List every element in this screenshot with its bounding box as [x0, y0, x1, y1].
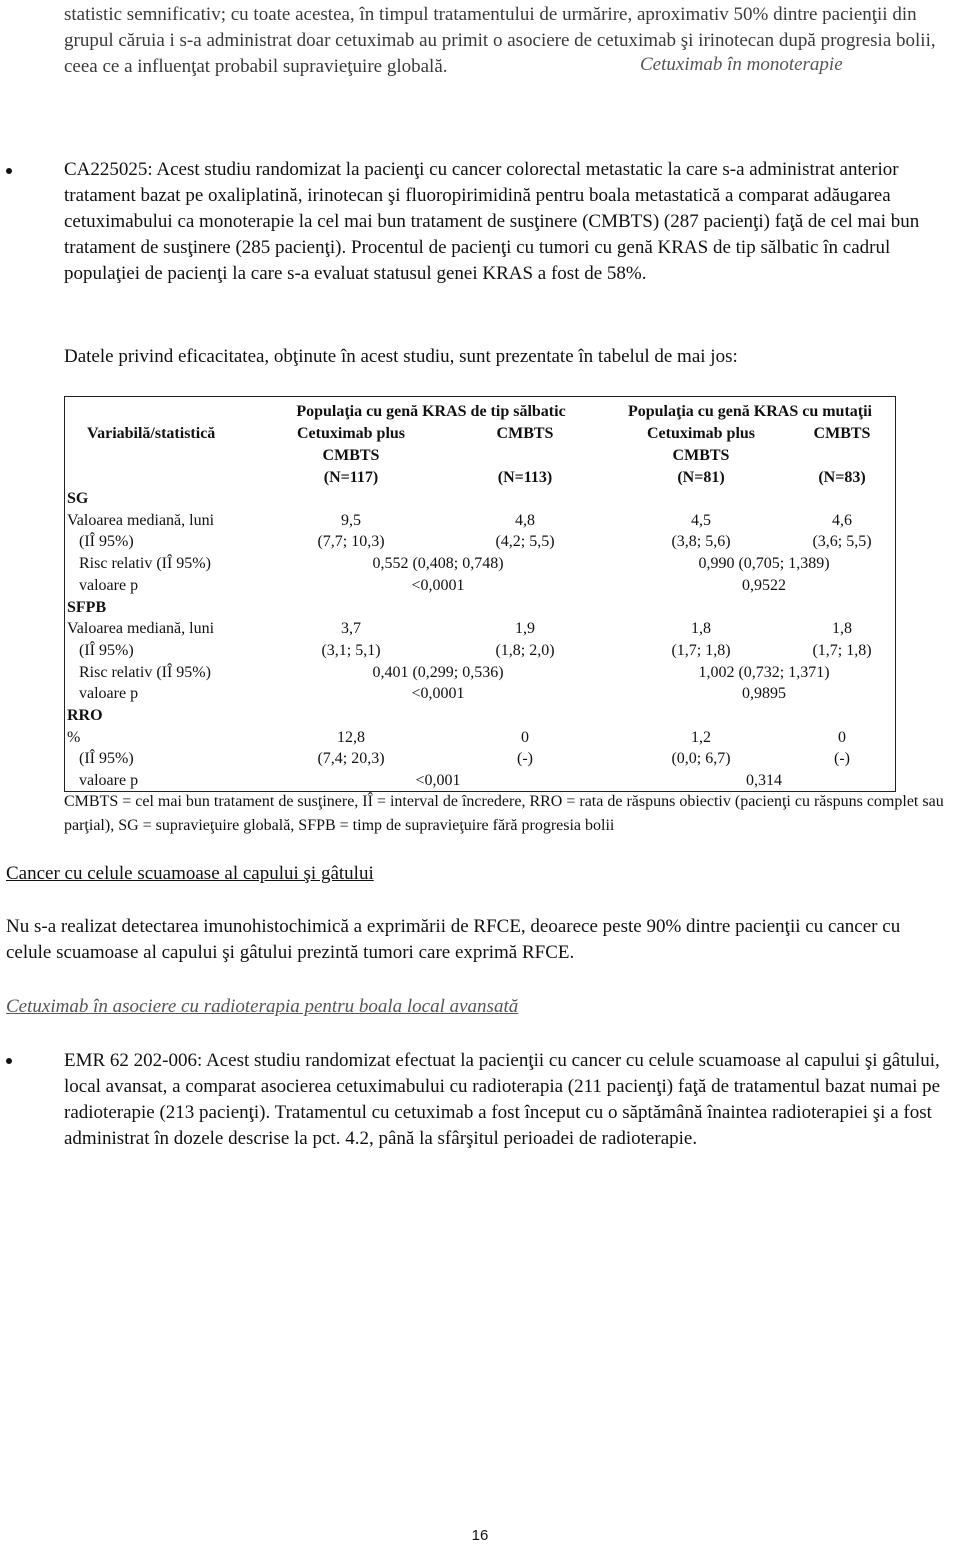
table-cell: 1,8 — [832, 620, 852, 638]
table-cell: (-) — [834, 750, 850, 768]
row-label: Risc relativ (IÎ 95%) — [79, 663, 211, 681]
table-cell: 12,8 — [337, 728, 365, 746]
n-wild-cet: (N=117) — [323, 469, 379, 486]
table-cell: 4,6 — [832, 511, 852, 529]
table-footnote: CMBTS = cel mai bun tratament de susţinere, IÎ = interval de încredere, RRO = rata de răspuns obiectiv (pacienţi cu răspuns complet sau parţial), SG = supravieţuire globală, SFPB = timp de supravieţuire fără progresia bolii — [64, 793, 944, 834]
table-cell-wild-combined: 0,552 (0,408; 0,748) — [372, 555, 504, 573]
row-label: % — [67, 728, 81, 746]
table-cell: (3,8; 5,6) — [671, 533, 731, 551]
table-cell-wild-combined: <0,0001 — [411, 576, 465, 594]
page-number: 16 — [471, 1527, 489, 1544]
table-cell: (4,2; 5,5) — [495, 533, 555, 551]
table-cell: 4,5 — [691, 511, 711, 529]
radiotherapy-subheading: Cetuximab în asociere cu radioterapia pentru boala local avansată — [6, 996, 519, 1017]
table-cell: 0 — [838, 728, 846, 746]
table-intro: Datele privind eficacitatea, obţinute în acest studiu, sunt prezentate în tabelul de mai jos: — [64, 346, 738, 367]
table-cell-wild-combined: <0,001 — [415, 772, 461, 790]
section-title: SFPB — [67, 598, 107, 616]
table-cell-mut-combined: 0,9522 — [742, 576, 786, 594]
row-label: (IÎ 95%) — [79, 641, 134, 659]
section-title: SG — [67, 490, 89, 507]
monotherapy-study-text: CA225025: Acest studiu randomizat la pacienţi cu cancer colorectal metastatic la care s-a administrat anterior tratament bazat pe oxaliplatină, irinotecan şi fluoropirimidină pentru boala metastatică a comparat adăugarea cetuximabului ca monoterapie la cel mai bun tratament de susţinere (CMBTS) (287 pacienţi) faţă de cel mai bun tratament de susţinere (285 pacienţi). Procentul de pacienţi cu tumori cu genă KRAS de tip sălbatic în cadrul populaţiei de pacienţi la care s-a evaluat statusul genei KRAS a fost de 58%. — [64, 159, 920, 284]
table-cell: 1,9 — [515, 620, 535, 638]
head-neck-heading: Cancer cu celule scuamoase al capului şi gâtului — [6, 863, 374, 884]
intro-paragraph: statistic semnificativ; cu toate acestea, în timpul tratamentului de urmărire, aproximativ 50% dintre pacienţii din grupul căruia i s-a administrat doar cetuximab au primit o asociere de cetuximab şi irinotecan după progresia bolii, ceea ce a influenţat probabil supravieţuire globală. — [64, 4, 936, 77]
arm-cmbts-wild: CMBTS — [496, 425, 554, 442]
table-cell: (0,0; 6,7) — [671, 750, 731, 768]
bullet-icon — [6, 1058, 12, 1064]
bullet-icon — [6, 168, 12, 174]
row-label: valoare p — [79, 576, 139, 594]
table-cell-mut-combined: 0,990 (0,705; 1,389) — [698, 555, 830, 573]
table-cell: (7,4; 20,3) — [317, 750, 385, 768]
row-label: valoare p — [79, 685, 139, 703]
table-cell-mut-combined: 0,9895 — [742, 685, 786, 703]
col-variable-header: Variabilă/statistică — [87, 425, 216, 442]
table-cell: 4,8 — [515, 511, 535, 529]
table-cell: 1,8 — [691, 620, 711, 638]
table-cell-wild-combined: <0,0001 — [411, 685, 465, 703]
arm-cet-mut: Cetuximab plus — [646, 425, 756, 442]
row-label: (IÎ 95%) — [79, 750, 134, 768]
table-cell-wild-combined: 0,401 (0,299; 0,536) — [372, 663, 504, 681]
table-cell-mut-combined: 1,002 (0,732; 1,371) — [698, 663, 830, 681]
efficacy-table — [64, 396, 896, 792]
group-wild-header: Populaţia cu genă KRAS de tip sălbatic — [296, 403, 566, 420]
table-cell: (3,1; 5,1) — [321, 641, 381, 659]
arm-cet-wild: Cetuximab plus — [296, 425, 406, 442]
table-cell: 3,7 — [341, 620, 361, 638]
table-cell-mut-combined: 0,314 — [746, 772, 782, 790]
section-title: RRO — [67, 707, 103, 724]
arm-cet-mut-2: CMBTS — [672, 447, 730, 464]
table-cell: 1,2 — [691, 728, 711, 746]
row-label: Valoarea mediană, luni — [67, 620, 215, 638]
n-wild-cmbts: (N=113) — [497, 469, 553, 486]
table-cell: (1,8; 2,0) — [495, 641, 555, 659]
table-cell: (3,6; 5,5) — [812, 533, 872, 551]
radiotherapy-study-text: EMR 62 202-006: Acest studiu randomizat efectuat la pacienţii cu cancer cu celule scuamoase al capului şi gâtului, local avansat, a comparat asocierea cetuximabului cu radioterapia (211 pacienţi) faţă de tratamentul bazat numai pe radioterapie (213 pacienţi). Tratamentul cu cetuximab a fost început cu o săptămână înaintea radioterapiei şi a fost administrat în dozele descrise la pct. 4.2, până la sfârşitul perioadei de radioterapie. — [64, 1050, 941, 1149]
row-label: Valoarea mediană, luni — [67, 511, 215, 529]
n-mut-cet: (N=81) — [677, 469, 725, 486]
n-mut-cmbts: (N=83) — [818, 469, 866, 486]
row-label: (IÎ 95%) — [79, 533, 134, 551]
monotherapy-heading: Cetuximab în monoterapie — [640, 54, 843, 75]
table-cell: (1,7; 1,8) — [671, 641, 731, 659]
table-cell: 0 — [521, 728, 529, 746]
head-neck-paragraph: Nu s-a realizat detectarea imunohistochimică a exprimării de RFCE, deoarece peste 90% dintre pacienţii cu cancer cu celule scuamoase al capului şi gâtului prezintă tumori care exprimă RFCE. — [6, 916, 901, 963]
row-label: Risc relativ (IÎ 95%) — [79, 555, 211, 573]
table-cell: (-) — [517, 750, 533, 768]
row-label: valoare p — [79, 772, 139, 790]
table-cell: 9,5 — [341, 511, 361, 529]
arm-cmbts-mut: CMBTS — [813, 425, 871, 442]
table-cell: (7,7; 10,3) — [317, 533, 385, 551]
arm-cet-wild-2: CMBTS — [322, 447, 380, 464]
table-cell: (1,7; 1,8) — [812, 641, 872, 659]
group-mutant-header: Populaţia cu genă KRAS cu mutaţii — [627, 403, 872, 420]
